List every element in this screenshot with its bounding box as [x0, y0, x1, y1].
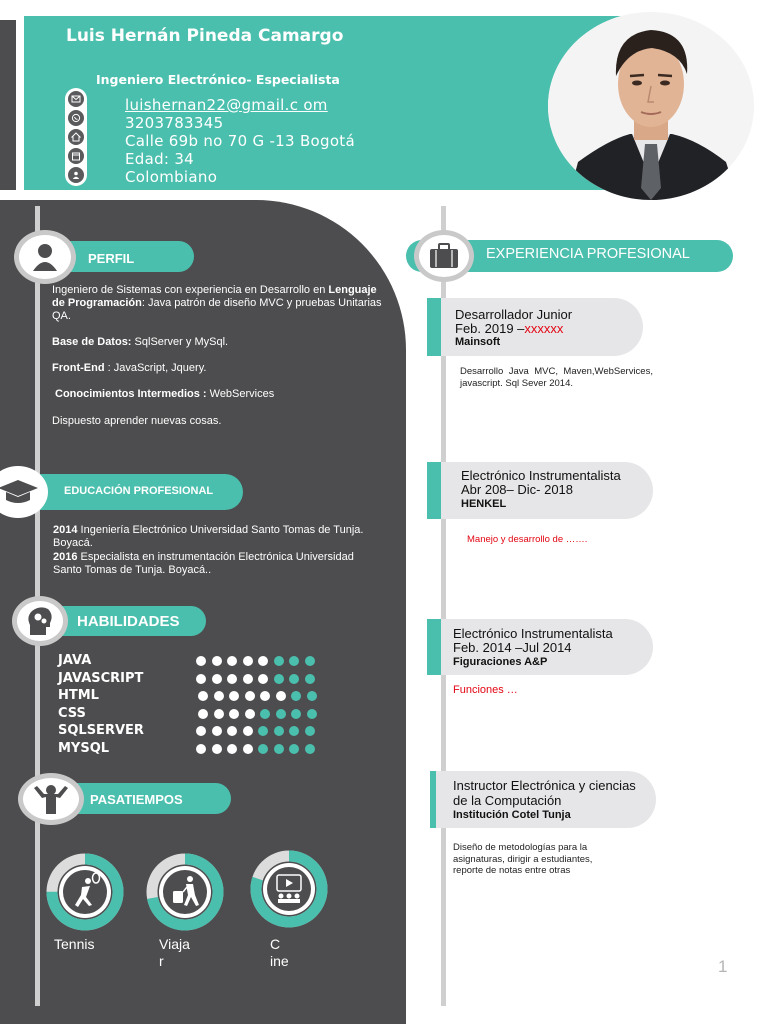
skill-dot-accent	[289, 744, 299, 754]
skill-dot-filled	[243, 744, 253, 754]
experience-item-1	[427, 298, 643, 356]
skill-dot-filled	[243, 674, 253, 684]
experience-desc-3: Funciones …	[453, 684, 518, 696]
skill-dot-filled	[245, 691, 255, 701]
skill-dot-accent	[305, 656, 315, 666]
person-cheering-icon	[30, 782, 72, 816]
whatsapp-icon	[68, 110, 84, 126]
experience-date: Abr 208– Dic- 2018	[461, 482, 574, 497]
skill-name: HTML	[58, 688, 99, 704]
experience-desc-4: Diseño de metodologías para la asignaturas, dirigir a estudiantes, reporte de notas entre otras	[453, 842, 593, 876]
page-number: 1	[718, 957, 728, 976]
skills-circle	[12, 596, 68, 646]
skill-dot-filled	[214, 691, 224, 701]
age: Edad: 34	[125, 150, 195, 168]
skill-dot-filled	[198, 709, 208, 719]
phone-number: 3203783345	[125, 114, 224, 132]
calendar-icon	[68, 148, 84, 164]
experience-role: Desarrollador Junior	[455, 307, 573, 322]
skill-dot-filled	[196, 744, 206, 754]
education-item-1: 2014 Ingeniería Electrónico Universidad Santo Tomas de Tunja. Boyacá.	[53, 524, 364, 549]
experience-role: Electrónico Instrumentalista	[453, 626, 613, 641]
profile-circle	[14, 230, 76, 284]
experience-item-3	[427, 619, 653, 675]
section-header-education	[24, 474, 243, 510]
hobby-cinema	[250, 850, 328, 928]
tennis-player-icon	[46, 853, 124, 931]
left-edge-strip	[0, 20, 16, 190]
skill-dot-filled	[243, 726, 253, 736]
address: Calle 69b no 70 G -13 Bogotá	[125, 132, 355, 150]
profile-closing: Dispuesto aprender nuevas cosas.	[52, 415, 222, 427]
skill-dot-filled	[227, 656, 237, 666]
experience-circle	[414, 230, 474, 282]
home-icon	[68, 129, 84, 145]
skill-dot-accent	[307, 691, 317, 701]
skill-name: SQLSERVER	[58, 723, 144, 739]
skill-dot-filled	[227, 674, 237, 684]
skill-dot-filled	[227, 744, 237, 754]
skill-dot-filled	[258, 674, 268, 684]
skill-dot-accent	[274, 656, 284, 666]
skill-dot-filled	[214, 709, 224, 719]
mail-icon	[68, 91, 84, 107]
experience-item-2	[427, 462, 653, 519]
experience-date: Feb. 2019 –xxxxxx	[455, 321, 564, 336]
profile-photo	[548, 12, 754, 200]
skill-name: MYSQL	[58, 741, 110, 756]
skill-dot-accent	[289, 656, 299, 666]
skill-dot-filled	[196, 656, 206, 666]
person-icon	[68, 167, 84, 183]
experience-company: Institución Cotel Tunja	[453, 809, 571, 821]
skill-dot-filled	[243, 656, 253, 666]
skill-dot-accent	[307, 709, 317, 719]
skill-dot-accent	[274, 744, 284, 754]
hobby-travel	[146, 853, 224, 931]
skill-dot-filled	[245, 709, 255, 719]
experience-role: Instructor Electrónica y ciencias de la Computación	[453, 778, 636, 808]
education-heading: EDUCACIÓN PROFESIONAL	[64, 485, 214, 497]
skill-name: CSS	[58, 705, 86, 721]
skill-dot-accent	[274, 674, 284, 684]
contact-icons-bar	[65, 88, 87, 186]
head-gears-icon	[24, 605, 56, 637]
candidate-title: Ingeniero Electrónico- Especialista	[96, 72, 340, 87]
hobby-label-cinema: C ine	[270, 936, 289, 969]
email-link[interactable]: luishernan22@gmail.c om	[125, 96, 328, 114]
skills-heading: HABILIDADES	[77, 613, 180, 630]
skill-dot-accent	[274, 726, 284, 736]
nationality: Colombiano	[125, 168, 218, 186]
skill-dot-filled	[212, 674, 222, 684]
experience-accent-bar	[427, 462, 441, 519]
experience-desc-2: Manejo y desarrollo de …….	[467, 534, 588, 545]
skill-dot-accent	[291, 709, 301, 719]
hobby-label-travel: Viaja r	[159, 936, 190, 969]
experience-item-4	[430, 771, 656, 828]
skill-name: JAVASCRIPT	[58, 670, 144, 686]
skill-dot-filled	[212, 726, 222, 736]
experience-heading: EXPERIENCIA PROFESIONAL	[486, 246, 690, 262]
skill-dot-accent	[276, 709, 286, 719]
experience-accent-bar	[427, 619, 441, 675]
graduation-cap-icon	[0, 476, 40, 508]
skill-dot-filled	[212, 744, 222, 754]
experience-accent-bar	[427, 298, 441, 356]
hobbies-circle	[18, 773, 84, 825]
hobby-label-tennis: Tennis	[54, 936, 95, 952]
profile-intermediate: Conocimientos Intermedios : WebServices	[55, 388, 275, 400]
skill-dot-filled	[212, 656, 222, 666]
candidate-name: Luis Hernán Pineda Camargo	[66, 26, 344, 46]
skill-name: JAVA	[58, 653, 92, 668]
experience-desc-1: Desarrollo Java MVC, Maven,WebServices, javascript. Sql Sever 2014.	[460, 366, 653, 389]
experience-company: Mainsoft	[455, 336, 501, 348]
skill-dot-accent	[305, 674, 315, 684]
skill-dot-filled	[196, 674, 206, 684]
user-avatar-icon	[27, 239, 63, 275]
experience-company: Figuraciones A&P	[453, 656, 548, 668]
experience-accent-bar	[430, 771, 436, 828]
traveler-icon	[146, 853, 224, 931]
education-item-2: 2016 Especialista en instrumentación Electrónica Universidad Santo Tomas de Tunja. Boyacá..	[53, 551, 354, 576]
skill-dot-filled	[229, 709, 239, 719]
experience-company: HENKEL	[461, 498, 507, 510]
profile-databases: Base de Datos: SqlServer y MySql.	[52, 336, 229, 348]
briefcase-icon	[429, 243, 459, 269]
hobbies-heading: PASATIEMPOS	[90, 792, 183, 807]
skill-dot-filled	[276, 691, 286, 701]
profile-paragraph-1: Ingeniero de Sistemas con experiencia en Desarrollo en Lenguaje de Programación: Java patrón de diseño MVC y pruebas Unitarias QA.	[52, 284, 382, 322]
experience-role: Electrónico Instrumentalista	[461, 468, 621, 483]
skill-dot-filled	[258, 656, 268, 666]
hobby-tennis	[46, 853, 124, 931]
profile-frontend: Front-End : JavaScript, Jquery.	[52, 362, 207, 374]
skill-dot-accent	[260, 709, 270, 719]
skill-dot-accent	[305, 744, 315, 754]
profile-heading: PERFIL	[88, 251, 135, 266]
skill-dot-accent	[289, 674, 299, 684]
skill-dot-accent	[305, 726, 315, 736]
experience-date: Feb. 2014 –Jul 2014	[453, 640, 572, 655]
cinema-icon	[250, 850, 328, 928]
skill-dot-accent	[258, 744, 268, 754]
